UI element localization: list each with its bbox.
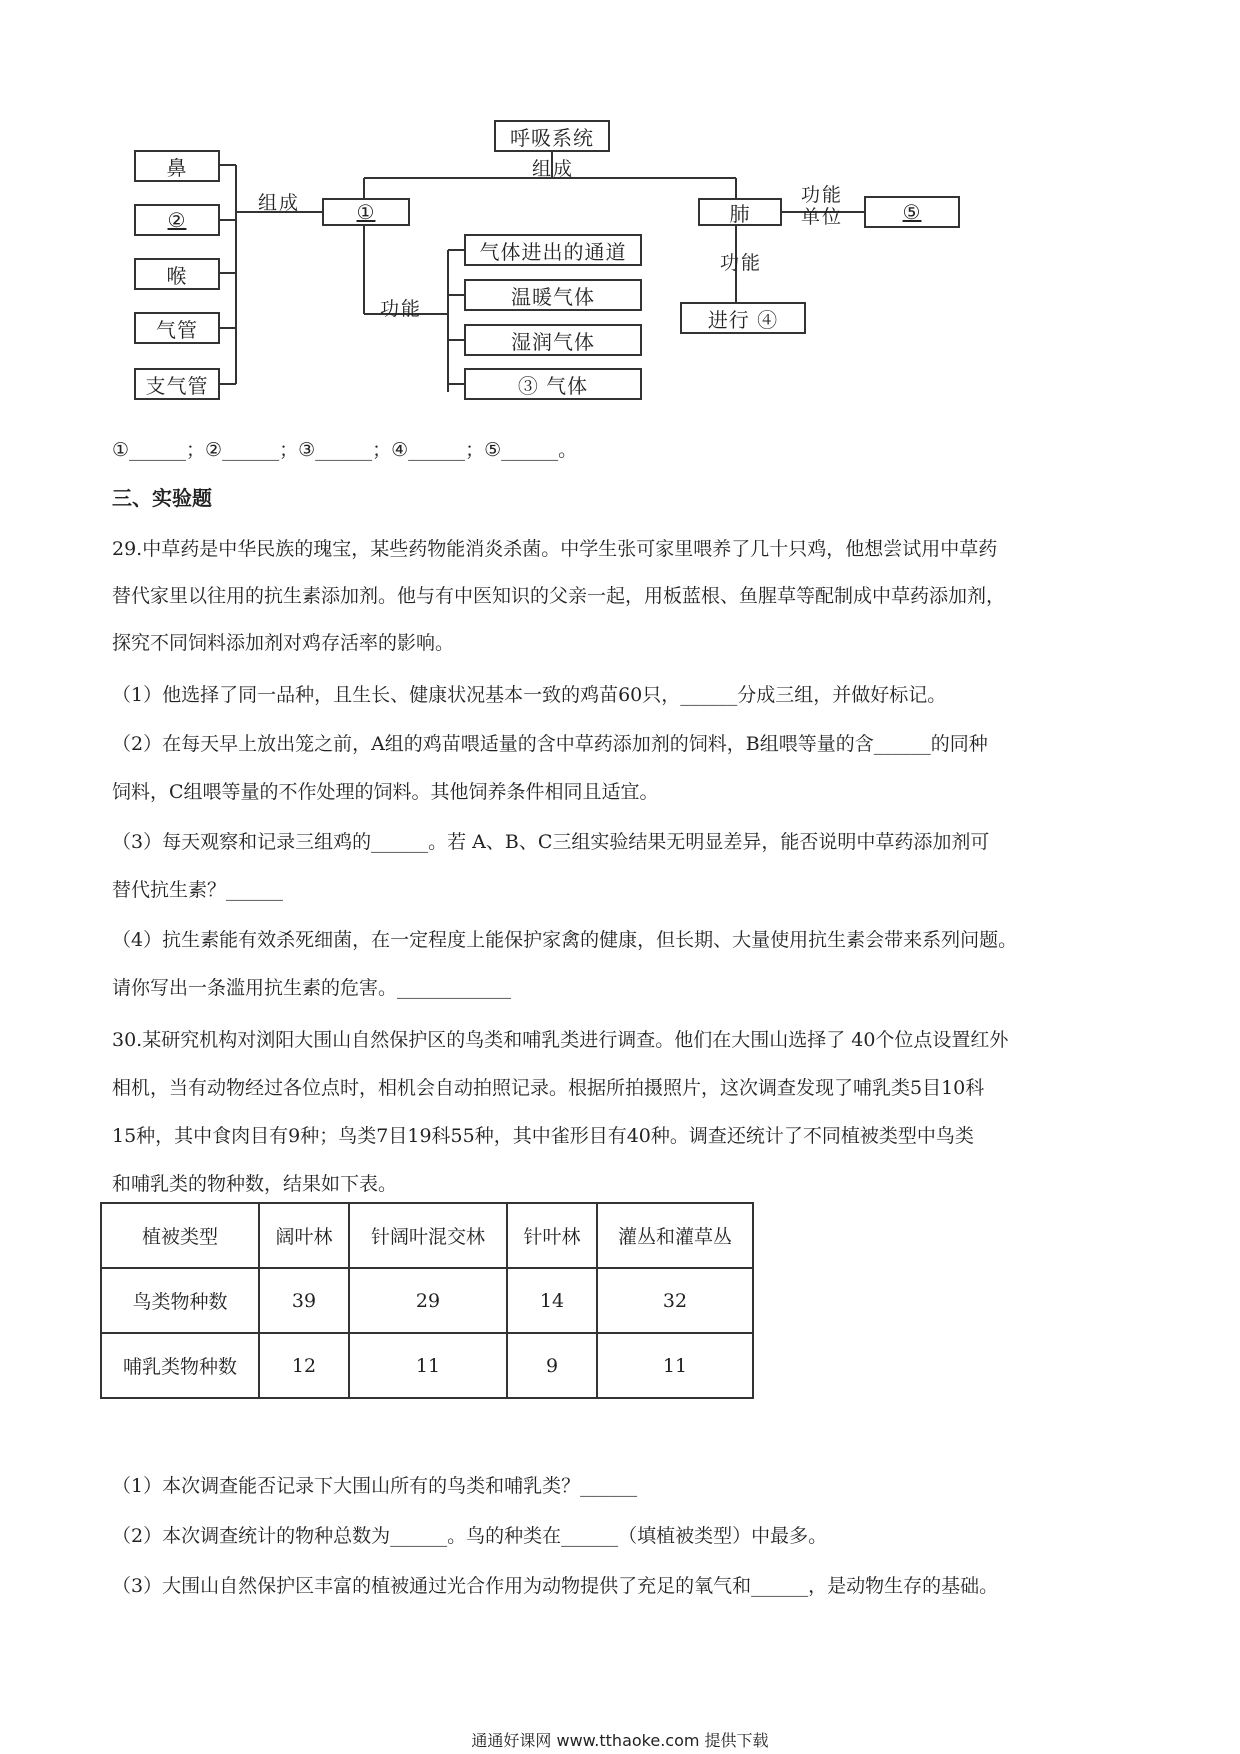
q29-sub-line: （2）在每天早上放出笼之前，A组的鸡苗喂适量的含中草药添加剂的饲料，B组喂等量的含______的同种 bbox=[112, 733, 988, 755]
function-label: 湿润气体 bbox=[511, 329, 595, 354]
q29-sub-line: （3）每天观察和记录三组鸡的______。若 A、B、C三组实验结果无明显差异，能否说明中草药添加剂可 bbox=[112, 831, 990, 853]
section-heading: 三、实验题 bbox=[112, 486, 212, 510]
function-unit-label: 功能 单位 bbox=[800, 184, 843, 228]
composition-label: 组成 bbox=[532, 158, 575, 180]
organ-label: 气管 bbox=[156, 317, 198, 342]
q30-intro-line: 和哺乳类的物种数，结果如下表。 bbox=[112, 1173, 398, 1195]
table-header-cell: 针叶林 bbox=[507, 1203, 597, 1268]
table-cell: 14 bbox=[507, 1268, 597, 1333]
function-label: ③ 气体 bbox=[517, 373, 589, 398]
unit-label: ⑤ bbox=[902, 200, 922, 224]
q30-intro-line: 30.某研究机构对浏阳大围山自然保护区的鸟类和哺乳类进行调查。他们在大围山选择了 40个位点设置红外 bbox=[112, 1029, 1009, 1051]
organ-box-throat bbox=[134, 258, 220, 290]
lung-box bbox=[698, 198, 782, 226]
organ-box-2 bbox=[134, 204, 220, 236]
organ-label: 支气管 bbox=[145, 373, 209, 398]
table-cell: 哺乳类物种数 bbox=[101, 1333, 259, 1398]
q29-sub-line: （4）抗生素能有效杀死细菌，在一定程度上能保护家禽的健康，但长期、大量使用抗生素会带来系列问题。 bbox=[112, 929, 1018, 951]
table-cell: 11 bbox=[349, 1333, 507, 1398]
respiratory-tract-box bbox=[322, 198, 410, 226]
q29-intro-line: 替代家里以往用的抗生素添加剂。他与有中医知识的父亲一起，用板蓝根、鱼腥草等配制成中草药添加剂， bbox=[112, 585, 1006, 607]
tract-function-3 bbox=[464, 324, 642, 356]
organ-label: 喉 bbox=[166, 263, 188, 288]
diagram-title-box bbox=[494, 120, 610, 152]
unit-box bbox=[864, 196, 960, 228]
function-label-left: 功能 bbox=[380, 298, 423, 320]
table-cell: 9 bbox=[507, 1333, 597, 1398]
table-header-cell: 灌丛和灌草丛 bbox=[597, 1203, 753, 1268]
organ-box-trachea bbox=[134, 312, 220, 344]
q29-intro-line: 29.中草药是中华民族的瑰宝，某些药物能消炎杀菌。中学生张可家里喂养了几十只鸡，他想尝试用中草药 bbox=[112, 538, 998, 560]
table-header-cell: 阔叶林 bbox=[259, 1203, 349, 1268]
table-cell: 12 bbox=[259, 1333, 349, 1398]
tract-function-2 bbox=[464, 279, 642, 311]
organ-label: 鼻 bbox=[166, 155, 188, 180]
q30-sub-line: （1）本次调查能否记录下大围山所有的鸟类和哺乳类？______ bbox=[112, 1475, 638, 1497]
function-label: 气体进出的通道 bbox=[479, 239, 627, 264]
table-row bbox=[101, 1333, 753, 1398]
composition-label-left: 组成 bbox=[258, 192, 301, 214]
answer-line: ①______；②______；③______；④______；⑤______。 bbox=[112, 439, 578, 461]
table-row bbox=[101, 1268, 753, 1333]
diagram-title: 呼吸系统 bbox=[510, 125, 594, 150]
q30-intro-line: 相机，当有动物经过各位点时，相机会自动拍照记录。根据所拍摄照片，这次调查发现了哺乳类5目10科 bbox=[112, 1077, 985, 1099]
organ-box-bronchi bbox=[134, 368, 220, 400]
tract-function-1 bbox=[464, 234, 642, 266]
organ-label: ② bbox=[167, 208, 187, 232]
table-header-cell: 植被类型 bbox=[101, 1203, 259, 1268]
lung-label: 肺 bbox=[729, 201, 751, 226]
organ-box-nose bbox=[134, 150, 220, 182]
function-label-right: 功能 bbox=[720, 252, 763, 274]
table-header-cell: 针阔叶混交林 bbox=[349, 1203, 507, 1268]
table-cell: 鸟类物种数 bbox=[101, 1268, 259, 1333]
page-footer: 通通好课网 www.tthaoke.com 提供下载 bbox=[471, 1731, 769, 1750]
table-cell: 39 bbox=[259, 1268, 349, 1333]
q29-sub-line: 饲料，C组喂等量的不作处理的饲料。其他饲养条件相同且适宜。 bbox=[112, 781, 659, 803]
lung-function-label: 进行 ④ bbox=[707, 307, 779, 332]
q30-sub-line: （2）本次调查统计的物种总数为______。鸟的种类在______（填植被类型）中最多。 bbox=[112, 1525, 828, 1547]
tract-label: ① bbox=[356, 200, 376, 224]
q30-sub-line: （3）大围山自然保护区丰富的植被通过光合作用为动物提供了充足的氧气和______，是动物生存的基础。 bbox=[112, 1575, 999, 1597]
table-cell: 29 bbox=[349, 1268, 507, 1333]
lung-function-box bbox=[680, 302, 806, 334]
function-label: 温暖气体 bbox=[511, 284, 595, 309]
tract-function-4 bbox=[464, 368, 642, 400]
q29-sub-line: 请你写出一条滥用抗生素的危害。____________ bbox=[112, 977, 512, 999]
q29-sub-line: （1）他选择了同一品种，且生长、健康状况基本一致的鸡苗60只，______分成三组，并做好标记。 bbox=[112, 684, 947, 706]
table-cell: 32 bbox=[597, 1268, 753, 1333]
table-cell: 11 bbox=[597, 1333, 753, 1398]
q29-intro-line: 探究不同饲料添加剂对鸡存活率的影响。 bbox=[112, 632, 455, 654]
vegetation-table bbox=[100, 1202, 754, 1399]
q29-sub-line: 替代抗生素？______ bbox=[112, 879, 284, 901]
table-header-row bbox=[101, 1203, 753, 1268]
q30-intro-line: 15种，其中食肉目有9种；鸟类7目19科55种，其中雀形目有40种。调查还统计了不同植被类型中鸟类 bbox=[112, 1125, 974, 1147]
